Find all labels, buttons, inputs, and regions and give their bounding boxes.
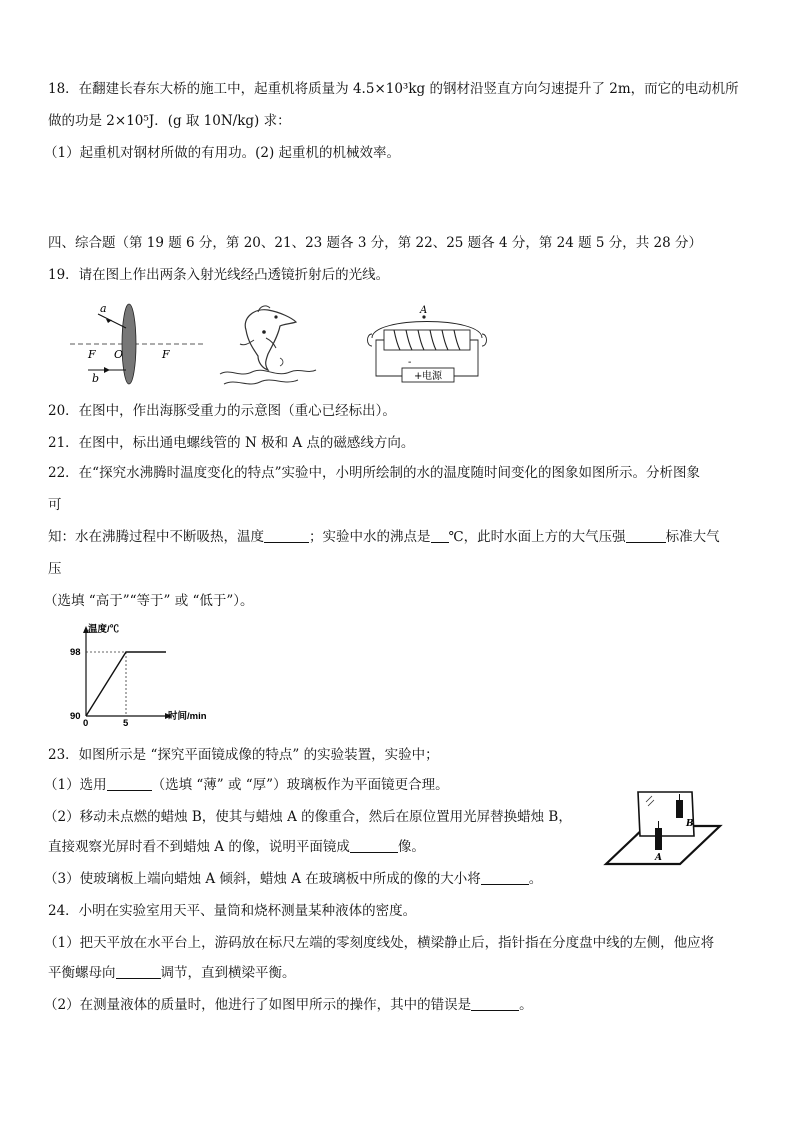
power-source-label: 电源: [422, 371, 442, 382]
q18-line3: （1）起重机对钢材所做的有用功。(2) 起重机的机械效率。: [44, 145, 401, 161]
q22-line3-part-c: ℃，此时水面上方的大气压强: [448, 529, 626, 545]
answer-blank-pressure[interactable]: [626, 528, 666, 543]
q24-line4-part-b: 。: [519, 997, 533, 1013]
q24-line3-part-b: 调节，直到横梁平衡。: [160, 965, 296, 981]
q23-line2-part-b: （选填 “薄” 或 “厚”）玻璃板作为平面镜更合理。: [151, 777, 449, 793]
point-a-label: A: [420, 305, 428, 316]
answer-blank-temperature[interactable]: [264, 528, 309, 543]
q23-line3: （2）移动未点燃的蜡烛 B，使其与蜡烛 A 的像重合，然后在原位置用光屏替换蜡烛 B，: [44, 809, 572, 825]
q22-line2: 可: [48, 497, 62, 513]
q23-line1: 23．如图所示是 “探究平面镜成像的特点” 的实验装置，实验中；: [48, 747, 439, 763]
q24-line4-part-a: （2）在测量液体的质量时，他进行了如图甲所示的操作，其中的错误是: [44, 997, 472, 1013]
x-tick-0: 0: [83, 718, 89, 726]
q22-line5: （选填 “高于”“等于” 或 “低于”）。: [44, 593, 254, 609]
q22-line4: 压: [48, 561, 62, 577]
answer-blank-image-type[interactable]: [350, 838, 398, 853]
q24-line3: [48, 964, 296, 982]
q22-line3-part-a: 知：水在沸腾过程中不断吸热，温度: [48, 529, 264, 545]
q24-line2: （1）把天平放在水平台上，游码放在标尺左端的零刻度线处，横梁静止后，指针指在分度盘中线的左侧，他应将: [44, 935, 715, 951]
q23-line2: [44, 776, 449, 794]
power-plus-label: +: [414, 371, 423, 382]
q23-line5: [44, 870, 542, 888]
q24-line1: 24．小明在实验室用天平、量筒和烧杯测量某种液体的密度。: [48, 903, 417, 919]
answer-blank-error[interactable]: [471, 996, 519, 1011]
temperature-time-chart: [50, 622, 225, 726]
q24-line4: [44, 996, 533, 1014]
focus-left-label: F: [88, 348, 96, 361]
focus-right-label: F: [162, 348, 170, 361]
q20-text: 20．在图中，作出海豚受重力的示意图（重心已经标出）。: [48, 403, 396, 419]
q23-line5-part-b: 。: [528, 871, 543, 887]
ray-a-label: a: [100, 302, 107, 315]
optical-center-label: O: [114, 348, 124, 361]
q18-line2: 做的功是 2×10⁵J．(g 取 10N/kg) 求：: [48, 113, 291, 129]
plane-mirror-figure: [600, 788, 725, 868]
ray-b-label: b: [92, 372, 100, 385]
answer-blank-nut-direction[interactable]: [116, 964, 161, 979]
y-tick-90: 90: [70, 711, 81, 722]
section4-heading: 四、综合题（第 19 题 6 分，第 20、21、23 题各 3 分，第 22、25 题各 4 分，第 24 题 5 分，共 28 分）: [48, 235, 703, 251]
answer-blank-glass-thickness[interactable]: [107, 776, 152, 791]
q24-line3-part-a: 平衡螺母向: [48, 965, 116, 981]
power-minus-label: -: [408, 357, 412, 368]
q23-line4-part-b: 像。: [397, 839, 425, 855]
dolphin-figure: [218, 300, 318, 390]
y-tick-98: 98: [70, 647, 81, 658]
q23-line2-part-a: （1）选用: [44, 777, 107, 793]
solenoid-figure: [362, 304, 492, 384]
q22-line3: [48, 528, 720, 546]
convex-lens-figure: [68, 300, 208, 388]
q23-line4: [48, 838, 425, 856]
candle-b-label: B: [686, 819, 694, 829]
answer-blank-boiling-point[interactable]: [431, 528, 449, 543]
q21-text: 21．在图中，标出通电螺线管的 N 极和 A 点的磁感线方向。: [48, 435, 415, 451]
candle-a-label: A: [655, 853, 662, 863]
q18-line1: 18．在翻建长春东大桥的施工中，起重机将质量为 4.5×10³kg 的钢材沿竖直方向匀速提升了 2m，而它的电动机所: [48, 81, 739, 97]
x-tick-5: 5: [123, 718, 129, 726]
q23-line4-part-a: 直接观察光屏时看不到蜡烛 A 的像，说明平面镜成: [48, 839, 350, 855]
q19-text: 19．请在图上作出两条入射光线经凸透镜折射后的光线。: [48, 267, 390, 283]
q22-line1: 22．在“探究水沸腾时温度变化的特点”实验中，小明所绘制的水的温度随时间变化的图象如图所示。分析图象: [48, 465, 700, 481]
chart-ylabel: 温度/℃: [88, 624, 120, 635]
answer-blank-image-size[interactable]: [481, 870, 529, 885]
chart-xlabel: 时间/min: [168, 711, 207, 722]
q23-line5-part-a: （3）使玻璃板上端向蜡烛 A 倾斜，蜡烛 A 在玻璃板中所成的像的大小将: [44, 871, 481, 887]
q22-line3-part-b: ；实验中水的沸点是: [309, 529, 431, 545]
q22-line3-part-d: 标准大气: [665, 529, 720, 545]
